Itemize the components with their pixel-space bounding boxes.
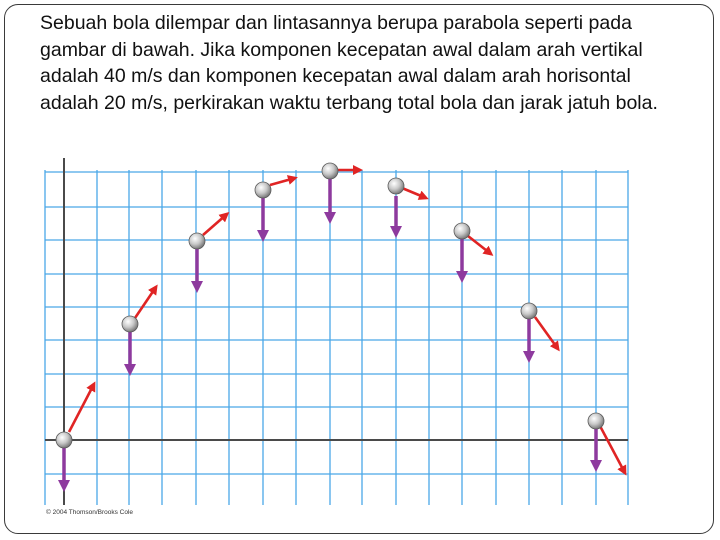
velocity-arrow: [270, 178, 295, 185]
velocity-arrow: [69, 384, 94, 432]
velocity-arrows: [69, 170, 625, 473]
velocity-arrow: [468, 236, 491, 254]
ball: [521, 303, 537, 319]
ball: [454, 223, 470, 239]
ball: [189, 233, 205, 249]
velocity-arrow: [135, 287, 156, 318]
ball: [388, 178, 404, 194]
ball: [255, 182, 271, 198]
velocity-arrow: [402, 188, 426, 198]
ball: [122, 316, 138, 332]
ball: [322, 163, 338, 179]
velocity-arrow: [535, 317, 558, 349]
ball: [588, 413, 604, 429]
grid: [45, 170, 628, 505]
question-text: Sebuah bola dilempar dan lintasannya berupa parabola seperti pada gambar di bawah. Jika komponen kecepatan awal dalam arah vertikal adalah 40 m/s dan komponen kecepatan awal dalam arah horisontal adalah 20 m/s, perkirakan waktu terbang total bola dan jarak jatuh bola.: [40, 12, 658, 114]
ball: [56, 432, 72, 448]
velocity-arrow: [600, 426, 625, 473]
velocity-arrow: [203, 214, 227, 235]
copyright-text: © 2004 Thomson/Brooks Cole: [46, 509, 134, 516]
